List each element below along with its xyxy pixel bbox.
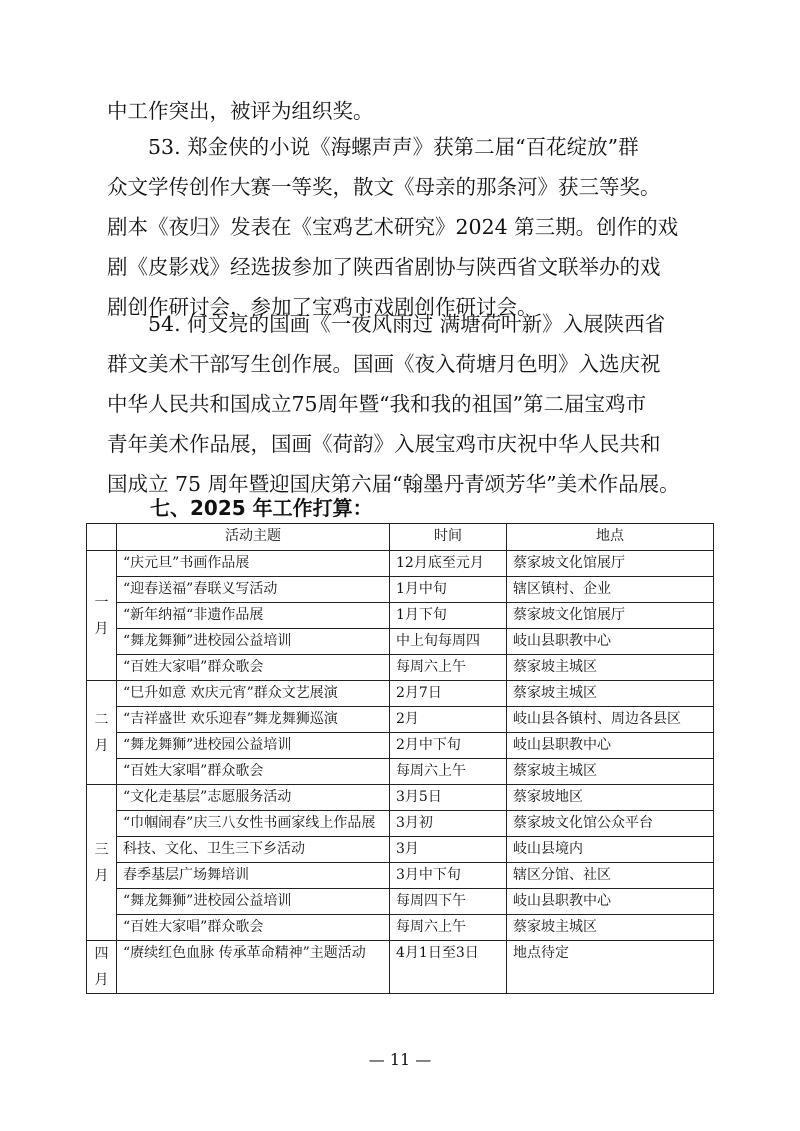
activity-cell: “百姓大家唱”群众歌会 — [117, 759, 390, 785]
month-char: 四 — [94, 946, 109, 962]
location-cell: 岐山县职教中心 — [507, 889, 714, 915]
time-cell: 2月 — [390, 707, 507, 733]
table-row — [87, 551, 714, 577]
paragraph-54 — [107, 304, 697, 504]
month-char: 二 — [94, 711, 109, 728]
month-cell — [87, 681, 117, 785]
table-row — [87, 759, 714, 785]
table-row — [87, 915, 714, 941]
paragraph-prev — [107, 91, 697, 131]
location-cell: 辖区镇村、企业 — [507, 577, 714, 603]
time-cell: 12月底至元月 — [390, 551, 507, 577]
text-line: 国成立 75 周年暨迎国庆第六届“翰墨丹青颂芳华”美术作品展。 — [107, 472, 680, 496]
month-cell — [87, 785, 117, 941]
time-cell: 中上旬每周四 — [390, 629, 507, 655]
table-row — [87, 603, 714, 629]
table-row — [87, 837, 714, 863]
location-cell: 辖区分馆、社区 — [507, 863, 714, 889]
text-line: 群文美术干部写生创作展。国画《夜入荷塘月色明》入选庆祝 — [107, 352, 661, 376]
location-cell: 蔡家坡文化馆展厅 — [507, 551, 714, 577]
activity-cell: “百姓大家唱”群众歌会 — [117, 915, 390, 941]
activity-cell: “巳升如意 欢庆元宵”群众文艺展演 — [117, 681, 390, 707]
month-char: 月 — [94, 972, 109, 988]
work-plan-table — [86, 523, 714, 994]
table-row — [87, 707, 714, 733]
table-row — [87, 811, 714, 837]
activity-cell: “赓续红色血脉 传承革命精神”主题活动 — [117, 941, 390, 994]
location-cell: 岐山县职教中心 — [507, 629, 714, 655]
month-char: 月 — [94, 620, 109, 637]
time-cell: 3月 — [390, 837, 507, 863]
time-cell: 2月中下旬 — [390, 733, 507, 759]
text-line: 中工作突出，被评为组织奖。 — [107, 99, 374, 123]
location-cell: 地点待定 — [507, 941, 714, 994]
month-cell — [87, 941, 117, 994]
activity-cell: “巾帼闹春”庆三八女性书画家线上作品展 — [117, 811, 390, 837]
text-line: 54. 何文亮的国画《一夜风雨过 满塘荷叶新》入展陕西省 — [107, 312, 666, 336]
table-row — [87, 681, 714, 707]
header-time: 时间 — [390, 524, 507, 551]
activity-cell: “百姓大家唱”群众歌会 — [117, 655, 390, 681]
location-cell: 岐山县职教中心 — [507, 733, 714, 759]
time-cell: 1月下旬 — [390, 603, 507, 629]
header-month — [87, 524, 117, 551]
time-cell: 每周六上午 — [390, 915, 507, 941]
table-row — [87, 577, 714, 603]
time-cell: 3月初 — [390, 811, 507, 837]
activity-cell: “新年纳福“非遗作品展 — [117, 603, 390, 629]
table-row — [87, 785, 714, 811]
header-activity: 活动主题 — [117, 524, 390, 551]
table-body — [87, 551, 714, 994]
table-row — [87, 629, 714, 655]
month-char: 月 — [94, 737, 109, 754]
activity-cell: “文化走基层”志愿服务活动 — [117, 785, 390, 811]
section-title: 七、2025 年工作打算： — [150, 496, 373, 520]
paragraph-53 — [107, 127, 697, 327]
time-cell: 每周六上午 — [390, 759, 507, 785]
activity-cell: 科技、文化、卫生三下乡活动 — [117, 837, 390, 863]
time-cell: 2月7日 — [390, 681, 507, 707]
time-cell: 每周六上午 — [390, 655, 507, 681]
time-cell: 3月中下旬 — [390, 863, 507, 889]
month-cell — [87, 551, 117, 681]
text-line: 剧创作研讨会，参加了宝鸡市戏剧创作研讨会。 — [107, 295, 538, 319]
location-cell: 蔡家坡主城区 — [507, 759, 714, 785]
time-cell: 1月中旬 — [390, 577, 507, 603]
location-cell: 蔡家坡主城区 — [507, 915, 714, 941]
activity-cell: 春季基层广场舞培训 — [117, 863, 390, 889]
time-cell: 4月1日至3日 — [390, 941, 507, 994]
text-line: 剧本《夜归》发表在《宝鸡艺术研究》2024 第三期。创作的戏 — [107, 215, 679, 239]
location-cell: 蔡家坡文化馆公众平台 — [507, 811, 714, 837]
location-cell: 蔡家坡主城区 — [507, 681, 714, 707]
location-cell: 岐山县境内 — [507, 837, 714, 863]
table-header-row — [87, 524, 714, 551]
table-row — [87, 863, 714, 889]
activity-cell: “舞龙舞狮”进校园公益培训 — [117, 733, 390, 759]
page-number: — 11 — — [368, 1050, 432, 1069]
text-line: 剧《皮影戏》经选拔参加了陕西省剧协与陕西省文联举办的戏 — [107, 255, 661, 279]
activity-cell: “舞龙舞狮”进校园公益培训 — [117, 889, 390, 915]
text-line: 53. 郑金侠的小说《海螺声声》获第二届“百花绽放”群 — [107, 135, 639, 159]
location-cell: 蔡家坡文化馆展厅 — [507, 603, 714, 629]
time-cell: 3月5日 — [390, 785, 507, 811]
activity-cell: “迎春送福”春联义写活动 — [117, 577, 390, 603]
activity-cell: “庆元旦”书画作品展 — [117, 551, 390, 577]
text-line: 众文学传创作大赛一等奖，散文《母亲的那条河》获三等奖。 — [107, 175, 661, 199]
activity-cell: “舞龙舞狮”进校园公益培训 — [117, 629, 390, 655]
location-cell: 蔡家坡主城区 — [507, 655, 714, 681]
table-row — [87, 941, 714, 994]
table-row — [87, 733, 714, 759]
text-line: 中华人民共和国成立75周年暨“我和我的祖国”第二届宝鸡市 — [107, 392, 647, 416]
location-cell: 蔡家坡地区 — [507, 785, 714, 811]
table-row — [87, 655, 714, 681]
text-line: 青年美术作品展，国画《荷韵》入展宝鸡市庆祝中华人民共和 — [107, 432, 661, 456]
month-char: 月 — [94, 867, 109, 884]
activity-cell: “吉祥盛世 欢乐迎春”舞龙舞狮巡演 — [117, 707, 390, 733]
time-cell: 每周四下午 — [390, 889, 507, 915]
month-char: 一 — [94, 594, 109, 611]
table-row — [87, 889, 714, 915]
month-char: 三 — [94, 841, 109, 858]
header-location: 地点 — [507, 524, 714, 551]
location-cell: 岐山县各镇村、周边各县区 — [507, 707, 714, 733]
